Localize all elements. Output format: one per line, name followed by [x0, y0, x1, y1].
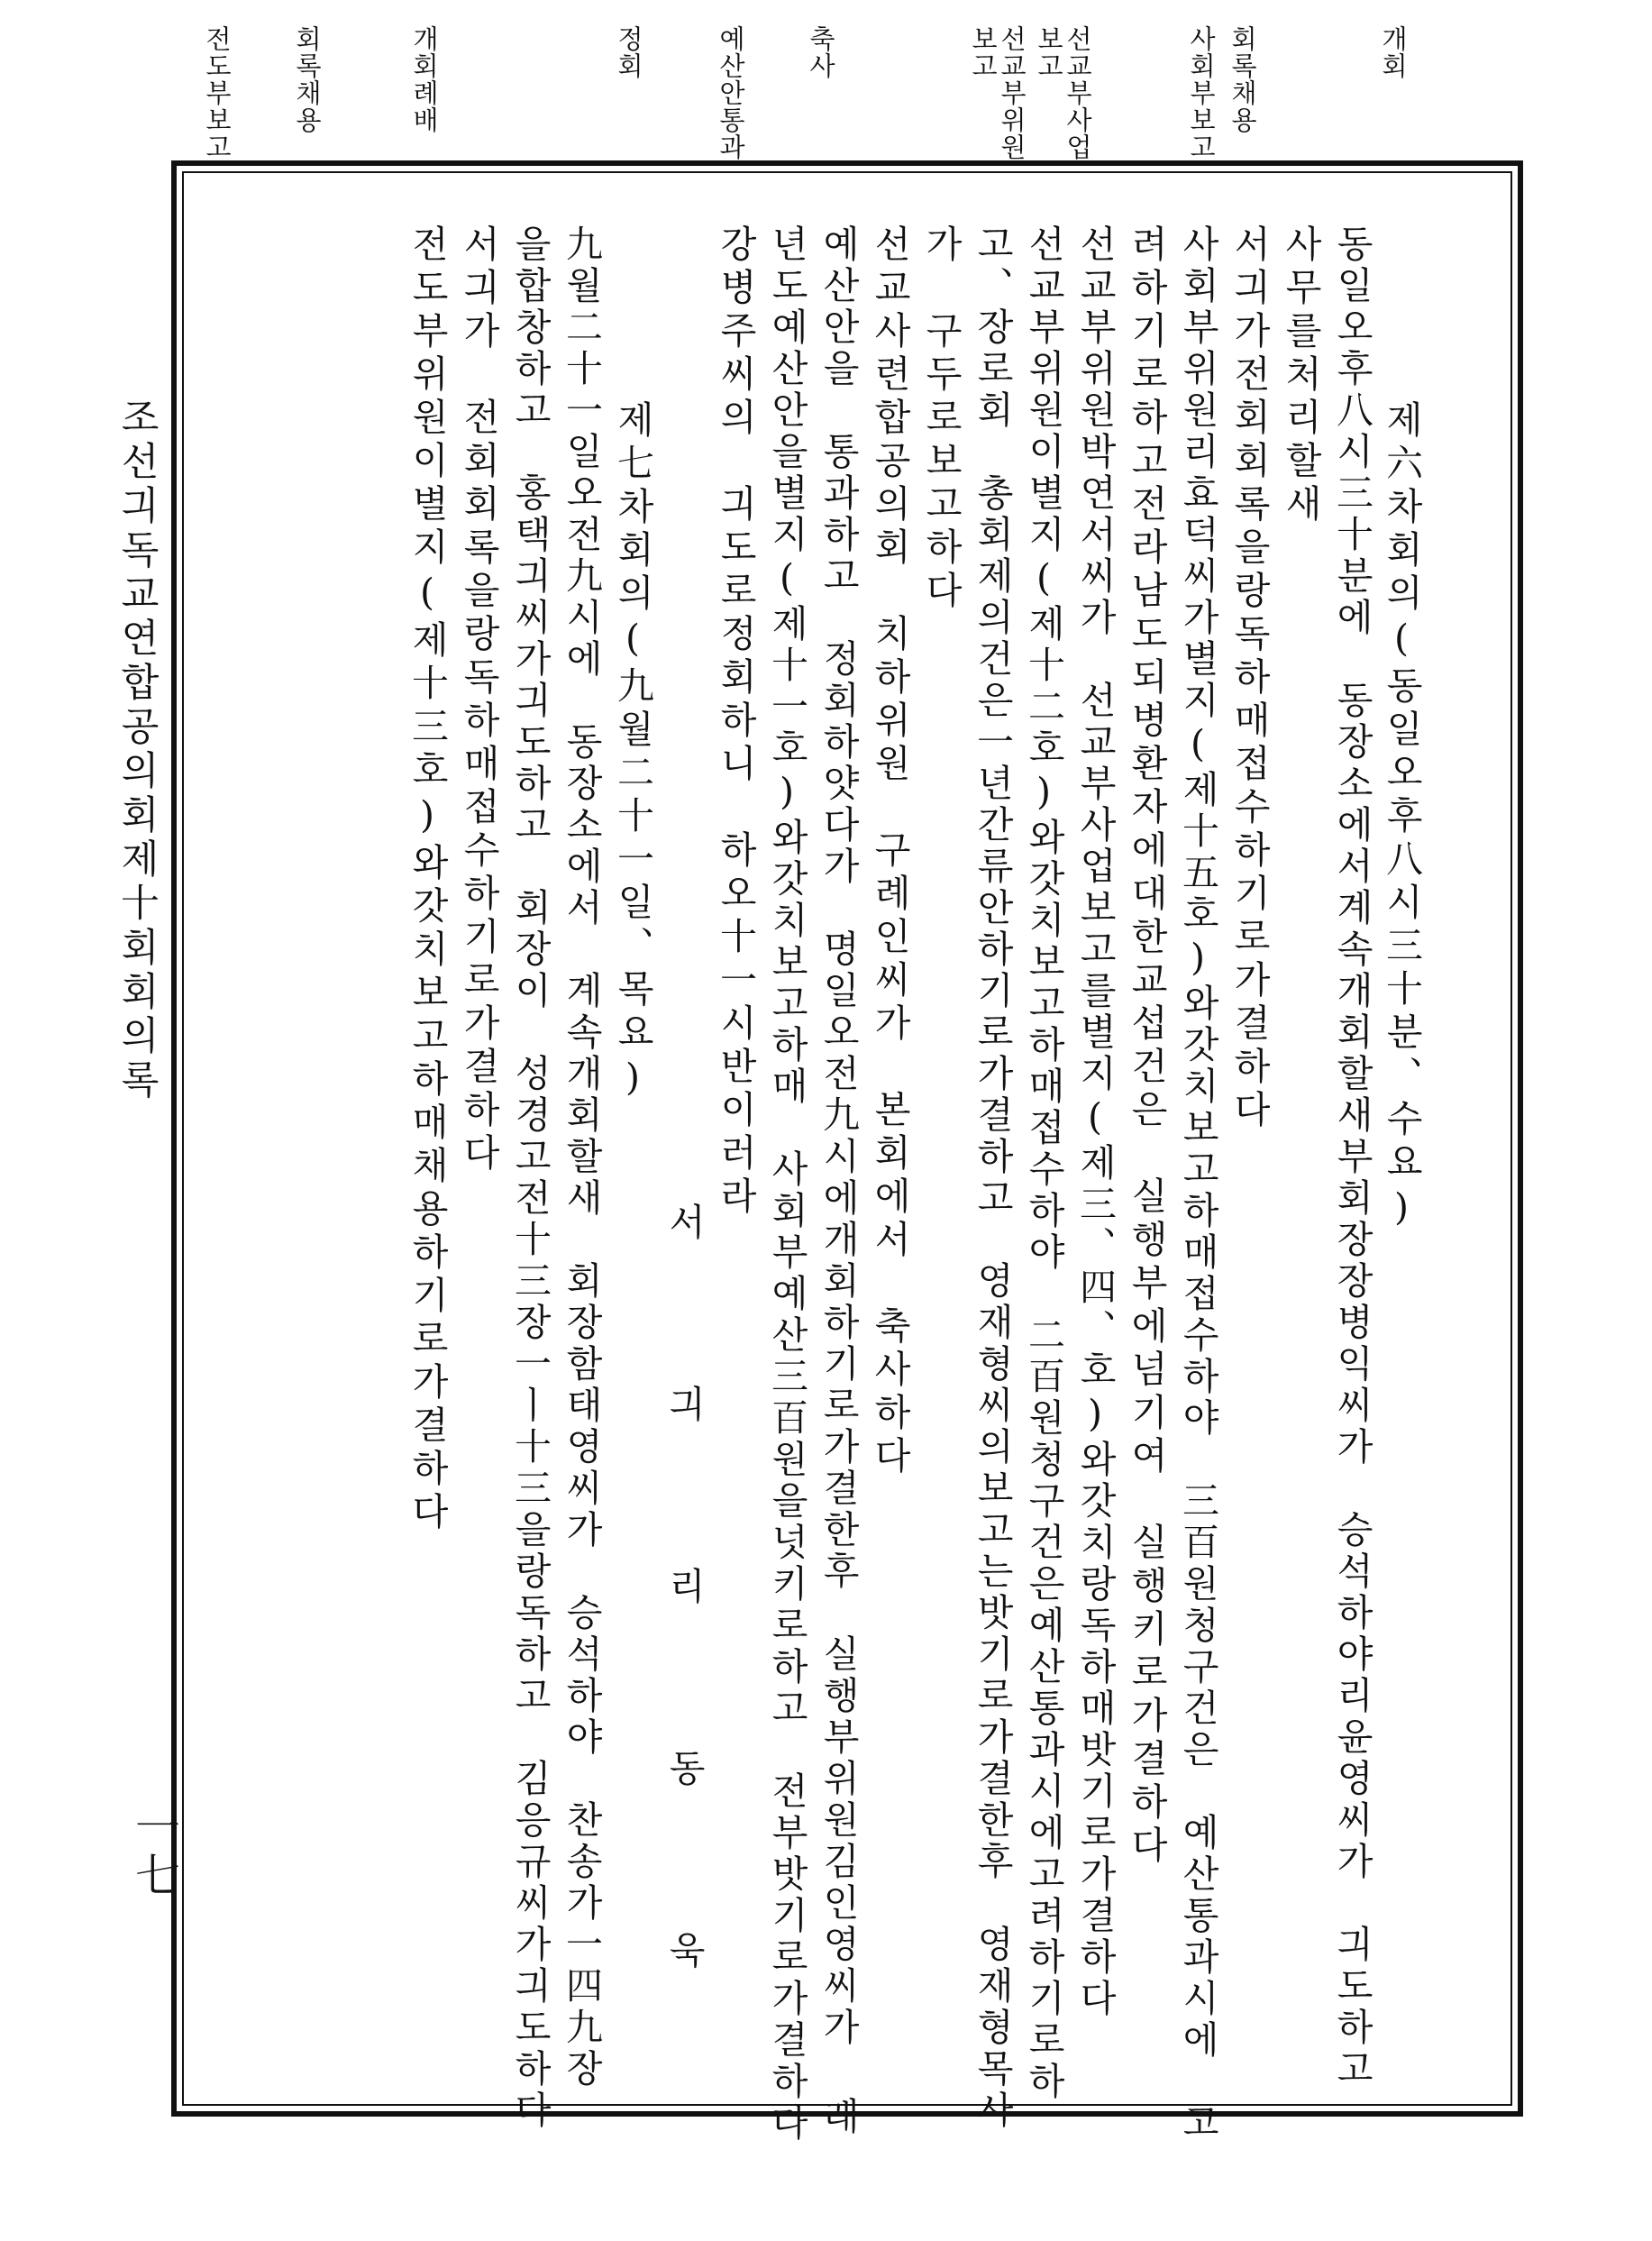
secretary-signature: 서 긔 리 동 욱 — [662, 1203, 706, 2022]
text-column: 을합창하고 홍택긔씨가긔도하고 회장이 성경고전十三장一ㅣ十三을랑독하고 김응규씨가긔도하다 — [508, 224, 552, 2132]
text-column: 년도예산안을별지(제十一호)와갓치보고하매 사회부예산三百원을넛키로하고 전부밧기로가결하다 — [765, 224, 808, 2145]
heading-sixth-session: 제六차회의(동일오후八시三十분、수요) — [1380, 400, 1423, 1235]
running-title: 조선긔독교연합공의회제十회회의록 — [114, 397, 160, 1103]
text-column: 사회부위원리효덕씨가별지(제十五호)와갓치보고하매접수하야 三百원청구건은 예산통과시에 고 — [1176, 224, 1219, 2145]
heading-seventh-session: 제七차회의(九월二十一일、목요) — [611, 400, 654, 1105]
note-budget-passed: 예산안통과 — [716, 25, 746, 160]
note-minutes-adopted: 회록채용 — [1228, 25, 1258, 133]
text-column: 선교부위원이별지(제十二호)와갓치보고하매접수하야 二百원청구건은예산통과시에고려하기로하 — [1022, 224, 1065, 2103]
note-social-report: 사회부보고 — [1186, 25, 1217, 160]
note-congratulation: 축사 — [806, 25, 836, 79]
note-minutes-adopted-2: 회록채용 — [292, 25, 323, 133]
text-column: 전도부위원이별지(제十三호)와갓치보고하매채용하기로가결하다 — [406, 224, 449, 1535]
note-mission-committee-report: 선교부위원보고 — [968, 25, 1027, 160]
text-column: 사무를처리할새 — [1279, 224, 1322, 527]
text-column: 고、장로회 총회제의건은一년간류안하기로가결하고 영재형씨의보고는밧기로가결한후 영재형목사 — [971, 224, 1014, 2132]
text-frame — [171, 160, 1523, 2145]
page-number: 一七 — [128, 1803, 180, 1900]
marginal-notes — [176, 25, 1438, 160]
text-column: 선교사련합공의회 치하위원 구례인씨가 본회에서 축사하다 — [868, 224, 911, 1479]
text-column: 서긔가 전회회록을랑독하매접수하기로가결하다 — [457, 224, 500, 1176]
text-column: 선교부위원박연서씨가 선교부사업보고를별지(제三、四、호)와갓치랑독하매밧기로가결하다 — [1073, 224, 1117, 2020]
text-column: 강병주씨의 긔도로정회하니 하오十一시반이러라 — [714, 224, 757, 1220]
text-column: 동일오후八시三十분에 동장소에서계속개회할새부회장장병익씨가 승석하야리윤영씨가 긔도하고 — [1330, 224, 1374, 2090]
note-opening: 개회 — [1378, 25, 1409, 79]
text-column: 예산안을 통과하고 정회하얏다가 명일오전九시에개회하기로가결한후 실행부위원김인영씨가 래 — [817, 224, 860, 2138]
note-evangelism-report: 전도부보고 — [202, 25, 233, 160]
note-opening-worship: 개회례배 — [409, 25, 440, 133]
text-column: 서긔가전회회록을랑독하매접수하기로가결하다 — [1228, 224, 1271, 1133]
text-column: 려하기로하고전라남도되병환자에대한교섭건은 실행부에넘기여 실행키로가결하다 — [1125, 224, 1168, 1869]
text-column: 九월二十一일오전九시에 동장소에서 계속개회할새 회장함태영씨가 승석하야 찬송가一四九장 — [560, 224, 603, 2090]
text-column: 가 구두로보고하다 — [919, 224, 963, 614]
note-recess: 정회 — [614, 25, 644, 79]
note-mission-business-report: 선교부사업보고 — [1034, 25, 1093, 160]
